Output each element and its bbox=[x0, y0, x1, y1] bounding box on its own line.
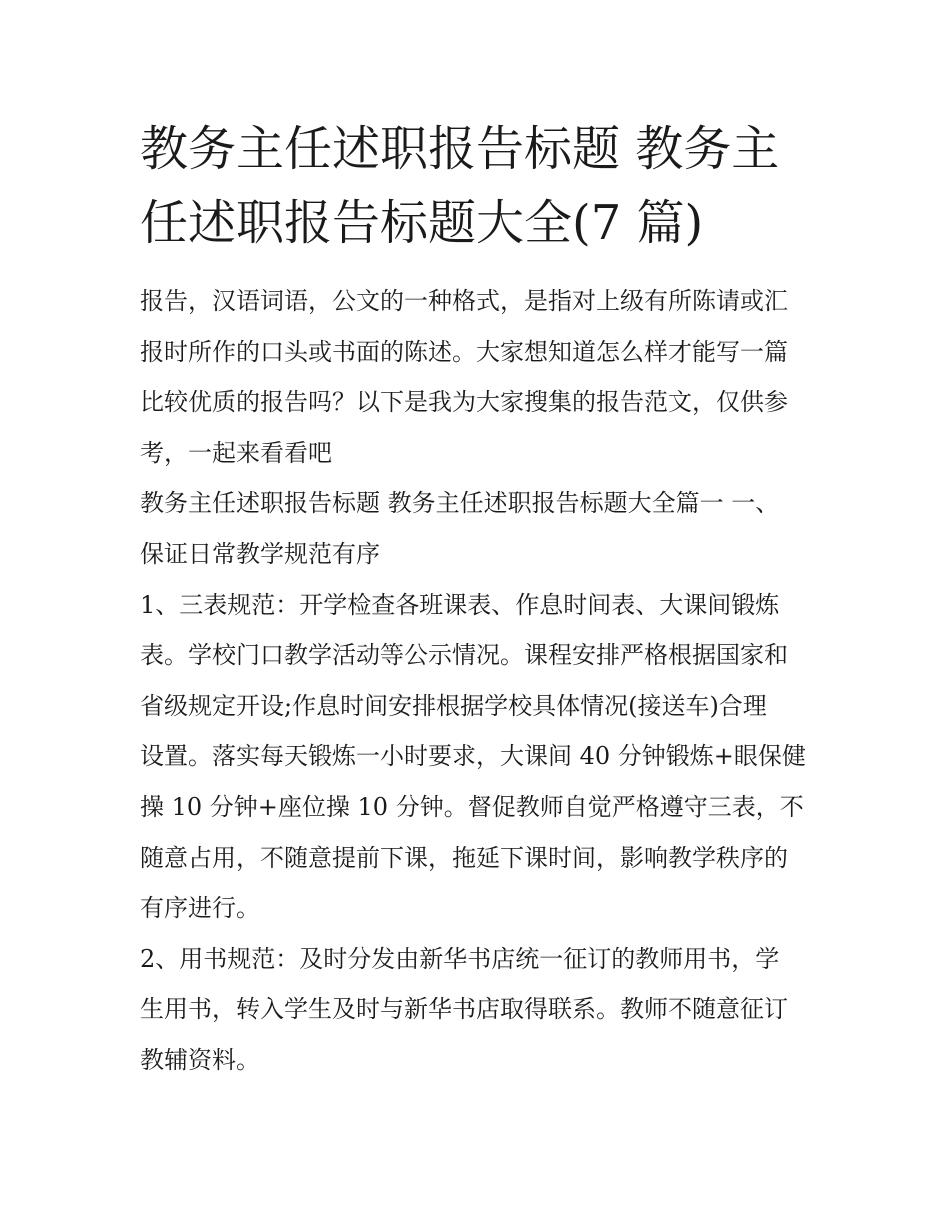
intro-paragraph bbox=[140, 276, 820, 478]
item-1-paragraph bbox=[140, 580, 820, 934]
text-line: 保证日常教学规范有序 bbox=[140, 539, 380, 568]
text-line: 教辅资料。 bbox=[140, 1045, 260, 1074]
text-line: 报告，汉语词语，公文的一种格式，是指对上级有所陈请或汇 bbox=[140, 287, 788, 315]
text-line: 省级规定开设;作息时间安排根据学校具体情况(接送车)合理 bbox=[140, 691, 767, 720]
text-line: 考，一起来看看吧 bbox=[140, 438, 332, 467]
text-line: 有序进行。 bbox=[140, 894, 260, 923]
text-line: 1、三表规范：开学检查各班课表、作息时间表、大课间锻炼 bbox=[140, 590, 780, 619]
text-line: 设置。落实每天锻炼一小时要求，大课间 40 分钟锻炼+眼保健 bbox=[140, 742, 806, 771]
text-line: 随意占用，不随意提前下课，拖延下课时间，影响教学秩序的 bbox=[140, 843, 788, 872]
text-line: 生用书，转入学生及时与新华书店取得联系。教师不随意征订 bbox=[140, 995, 788, 1024]
text-line: 操 10 分钟+座位操 10 分钟。督促教师自觉严格遵守三表，不 bbox=[140, 792, 804, 821]
title-line: 任述职报告标题大全(7 篇) bbox=[140, 195, 704, 251]
item-2-paragraph bbox=[140, 934, 820, 1086]
text-line: 比较优质的报告吗？以下是我为大家搜集的报告范文，仅供参 bbox=[140, 388, 788, 417]
document-page bbox=[140, 112, 820, 1086]
document-title bbox=[140, 112, 820, 260]
text-line: 教务主任述职报告标题 教务主任述职报告标题大全篇一 一、 bbox=[140, 489, 780, 518]
title-line: 教务主任述职报告标题 教务主 bbox=[140, 121, 780, 177]
text-line: 报时所作的口头或书面的陈述。大家想知道怎么样才能写一篇 bbox=[140, 337, 788, 366]
text-line: 表。学校门口教学活动等公示情况。课程安排严格根据国家和 bbox=[140, 641, 788, 670]
text-line: 2、用书规范：及时分发由新华书店统一征订的教师用书，学 bbox=[140, 944, 780, 973]
section-heading-paragraph bbox=[140, 478, 820, 579]
